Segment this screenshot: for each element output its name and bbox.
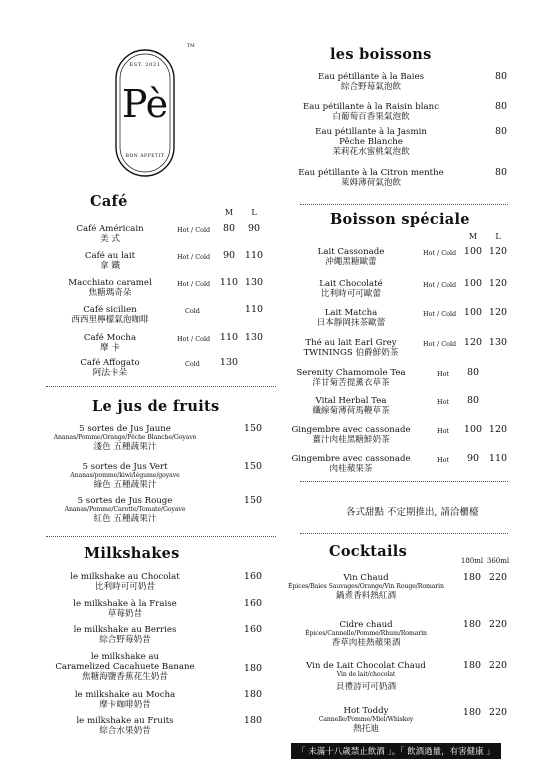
logo-mark: Pè (121, 82, 169, 126)
item-name: Eau pétillante à la Jasmin (315, 127, 427, 137)
item-name: le milkshake au Fruits (76, 716, 174, 726)
item-name: le milkshake au Mocha (74, 690, 176, 700)
item-name: le milkshake au Berries (73, 625, 177, 635)
logo-tagline: BON APPETIT (125, 154, 165, 159)
item-zh: 紅色 五種蔬果汁 (93, 514, 157, 524)
item-name: Hot Toddy (343, 706, 389, 716)
menu-item (291, 168, 451, 188)
item-zh: 白葡萄百香果氣泡飲 (332, 112, 410, 122)
price-180: 180 (462, 572, 482, 583)
speciale-col-l: L (495, 232, 501, 241)
price-360: 220 (488, 619, 508, 630)
divider (46, 386, 276, 387)
item-price: 150 (243, 461, 263, 472)
item-zh: 草莓奶昔 (107, 609, 143, 619)
item-zh: 鍋煮香料熱紅酒 (335, 591, 397, 601)
price-180: 180 (462, 707, 482, 718)
item-price: 160 (243, 571, 263, 582)
item-ingredients: Ananas/pomme/kiwi/légume/goyave (70, 472, 180, 479)
price-360: 220 (488, 660, 508, 671)
item-name: Lait Matcha (324, 308, 378, 318)
item-zh: 比利時可可歐蕾 (320, 289, 382, 299)
cocktails-col-180: 180ml (460, 557, 484, 565)
item-name: Café Mocha (83, 333, 137, 343)
milk-title: Milkshakes (84, 545, 180, 562)
item-price: 180 (243, 689, 263, 700)
cocktails-title: Cocktails (329, 543, 408, 560)
item-zh: 焦糖瑪奇朵 (88, 288, 132, 298)
menu-item (55, 305, 165, 325)
menu-item (50, 716, 200, 736)
item-zh: 美 式 (100, 234, 120, 244)
price-l: 120 (488, 246, 508, 257)
menu-item (55, 251, 165, 271)
item-zh: 淺色 五種蔬果汁 (93, 442, 157, 452)
item-zh: 綜合野莓氣泡飲 (340, 82, 402, 92)
item-price: 80 (494, 167, 508, 178)
item-name: Eau pétillante à la Citron menthe (298, 168, 444, 178)
menu-item (40, 652, 210, 682)
price-180: 180 (462, 619, 482, 630)
menu-item (296, 72, 446, 92)
price-m: 80 (466, 367, 480, 378)
price-l: 120 (488, 307, 508, 318)
item-zh: 拿 鐵 (100, 261, 120, 271)
menu-item (281, 706, 451, 734)
item-price: 80 (494, 71, 508, 82)
menu-item (296, 279, 406, 299)
menu-item (45, 462, 205, 490)
item-tag: Hot / Cold (423, 340, 457, 348)
price-m: 100 (463, 278, 483, 289)
item-zh: 纖線菊薄荷馬鞭草茶 (312, 406, 390, 416)
brand-logo (114, 48, 176, 180)
item-zh: 茉莉花水蜜桃氣泡飲 (332, 147, 410, 157)
menu-item (296, 338, 406, 358)
price-180: 180 (462, 660, 482, 671)
menu-item (55, 224, 165, 244)
item-name: le milkshake au (90, 652, 160, 662)
item-name: Gingembre avec cassonade (291, 425, 411, 435)
price-l: 120 (488, 424, 508, 435)
price-m: 100 (463, 246, 483, 257)
item-tag: Cold (185, 360, 200, 368)
item-price: 80 (494, 126, 508, 137)
price-l: 90 (247, 223, 261, 234)
menu-item (286, 454, 416, 474)
menu-item (296, 396, 406, 416)
price-l: 110 (488, 453, 508, 464)
cafe-col-l: L (251, 208, 257, 217)
cafe-title: Café (90, 193, 128, 210)
menu-item (281, 573, 451, 601)
item-name: Thé au lait Earl Grey (305, 338, 397, 348)
item-name: Gingembre avec cassonade (291, 454, 411, 464)
price-l: 110 (244, 304, 264, 315)
item-ingredients: Ananas/Pomme/Orange/Pêche Blanche/Goyave (53, 434, 197, 441)
item-tag: Hot / Cold (177, 253, 211, 261)
item-tag: Cold (185, 307, 200, 315)
menu-item (50, 625, 200, 645)
boissons-title: les boissons (330, 46, 432, 63)
item-name: Vin de Lait Chocolat Chaud (306, 661, 426, 671)
item-price: 160 (243, 624, 263, 635)
item-ingredients: Cannelle/Pomme/Miel/Whiskey (318, 716, 414, 723)
jus-title: Le jus de fruits (92, 398, 220, 415)
item-name: Café sicilien (83, 305, 137, 315)
speciale-col-m: M (468, 232, 478, 241)
price-m: 80 (466, 395, 480, 406)
menu-item (281, 620, 451, 648)
item-zh: 阿法卡朵 (92, 368, 128, 378)
item-zh: 熱托迪 (353, 724, 379, 734)
menu-item (286, 425, 416, 445)
price-m: 130 (219, 357, 239, 368)
price-m: 90 (466, 453, 480, 464)
item-name: Eau pétillante à la Raisin blanc (302, 102, 440, 112)
item-ingredients: Épices/Baies Sauvages/Orange/Vin Rouge/Romarin (288, 583, 444, 590)
speciale-title: Boisson spéciale (330, 211, 470, 228)
price-m: 110 (219, 277, 239, 288)
item-name: Cidre chaud (339, 620, 393, 630)
item-tag: Hot / Cold (423, 249, 457, 257)
divider (300, 204, 508, 205)
menu-item (296, 308, 406, 328)
price-360: 220 (488, 572, 508, 583)
price-l: 130 (488, 337, 508, 348)
item-zh: 日本靜岡抹茶歐蕾 (316, 318, 386, 328)
menu-item (55, 358, 165, 378)
item-name: Serenity Chamomole Tea (296, 368, 406, 378)
menu-item (291, 368, 411, 388)
item-zh: 萊姆薄荷氣泡飲 (340, 178, 402, 188)
logo-est: EST. 2021 (129, 62, 161, 68)
divider (300, 533, 508, 534)
menu-item (291, 102, 451, 122)
item-tag: Hot (437, 427, 449, 435)
item-zh: 香草肉桂熱蘋果酒 (331, 638, 401, 648)
price-m: 80 (222, 223, 236, 234)
item-zh: 貝禮詩可可奶酒 (335, 682, 397, 692)
item-zh: TWININGS 伯爵鮮奶茶 (303, 348, 399, 358)
menu-item (50, 599, 200, 619)
menu-item (281, 661, 451, 692)
item-zh: 摩卡咖啡奶昔 (99, 700, 151, 710)
item-name: Lait Chocolaté (319, 279, 383, 289)
menu-item (291, 127, 451, 157)
item-ingredients: Épices/Cannelle/Pomme/Rhum/Romarin (305, 630, 427, 637)
item-name-line2: Caramelized Cacahuete Banane (55, 662, 195, 672)
menu-item (55, 333, 165, 353)
item-name: Eau pétillante à la Baies (317, 72, 425, 82)
menu-item (50, 690, 200, 710)
item-tag: Hot / Cold (177, 280, 211, 288)
alcohol-warning-banner: 「 未滿十八歲禁止飲酒 」。「 飲酒過量，有害健康 」 (291, 743, 501, 759)
price-m: 120 (463, 337, 483, 348)
menu-item (296, 247, 406, 267)
item-zh: 洋甘菊苦提薰衣草茶 (312, 378, 390, 388)
item-name: 5 sortes de Jus Jaune (79, 424, 171, 434)
item-zh: 摩 卡 (100, 343, 120, 353)
item-zh: 綠色 五種蔬果汁 (93, 480, 157, 490)
price-m: 100 (463, 424, 483, 435)
dessert-note: 各式甜點 不定期推出, 請洽櫃檯 (346, 507, 479, 518)
item-price: 180 (243, 715, 263, 726)
item-price: 160 (243, 598, 263, 609)
item-name: Macchiato caramel (68, 278, 152, 288)
item-tag: Hot / Cold (177, 335, 211, 343)
logo-trademark: TM (187, 44, 195, 49)
price-m: 110 (219, 332, 239, 343)
item-price: 80 (494, 101, 508, 112)
item-zh: 綜合野莓奶昔 (99, 635, 151, 645)
menu-item (45, 424, 205, 452)
item-zh: 沖繩黑糖歐蕾 (325, 257, 377, 267)
item-tag: Hot / Cold (177, 226, 211, 234)
item-name-line2: Pêche Blanche (339, 137, 403, 147)
item-price: 150 (243, 495, 263, 506)
price-360: 220 (488, 707, 508, 718)
price-l: 130 (244, 277, 264, 288)
item-name: 5 sortes de Jus Rouge (77, 496, 173, 506)
item-tag: Hot (437, 398, 449, 406)
item-tag: Hot / Cold (423, 310, 457, 318)
price-l: 130 (244, 332, 264, 343)
item-name: Café Américain (76, 224, 144, 234)
item-name: Café au lait (84, 251, 136, 261)
item-tag: Hot (437, 456, 449, 464)
menu-item (55, 278, 165, 298)
item-zh: 焦糖海鹽香蕉花生奶昔 (82, 672, 168, 682)
item-name: 5 sortes de Jus Vert (82, 462, 168, 472)
divider (46, 536, 276, 537)
item-zh: 薑汁肉桂黑糖鮮奶茶 (312, 435, 390, 445)
price-m: 100 (463, 307, 483, 318)
item-name: Vin Chaud (343, 573, 389, 583)
item-zh: 西西里檸檬氣泡咖啡 (71, 315, 149, 325)
item-zh: 肉桂蘋果茶 (329, 464, 373, 474)
item-tag: Hot (437, 370, 449, 378)
price-l: 110 (244, 250, 264, 261)
item-ingredients: Vin de lait/chocolat (336, 671, 396, 678)
menu-item (50, 572, 200, 592)
item-name: Vital Herbal Tea (315, 396, 387, 406)
cocktails-col-360: 360ml (486, 557, 510, 565)
price-m: 90 (222, 250, 236, 261)
price-l: 120 (488, 278, 508, 289)
item-name: Lait Cassonade (317, 247, 385, 257)
item-name: le milkshake au Chocolat (70, 572, 180, 582)
item-price: 150 (243, 423, 263, 434)
menu-item (45, 496, 205, 524)
item-name: Café Affogato (80, 358, 140, 368)
cafe-col-m: M (224, 208, 234, 217)
item-ingredients: Ananas/Pomme/Carotte/Tomate/Goyave (64, 506, 186, 513)
item-name: le milkshake à la Fraise (73, 599, 177, 609)
divider (300, 481, 508, 482)
item-tag: Hot / Cold (423, 281, 457, 289)
item-price: 180 (243, 663, 263, 674)
item-zh: 比利時可可奶昔 (94, 582, 156, 592)
item-zh: 綜合水果奶昔 (99, 726, 151, 736)
